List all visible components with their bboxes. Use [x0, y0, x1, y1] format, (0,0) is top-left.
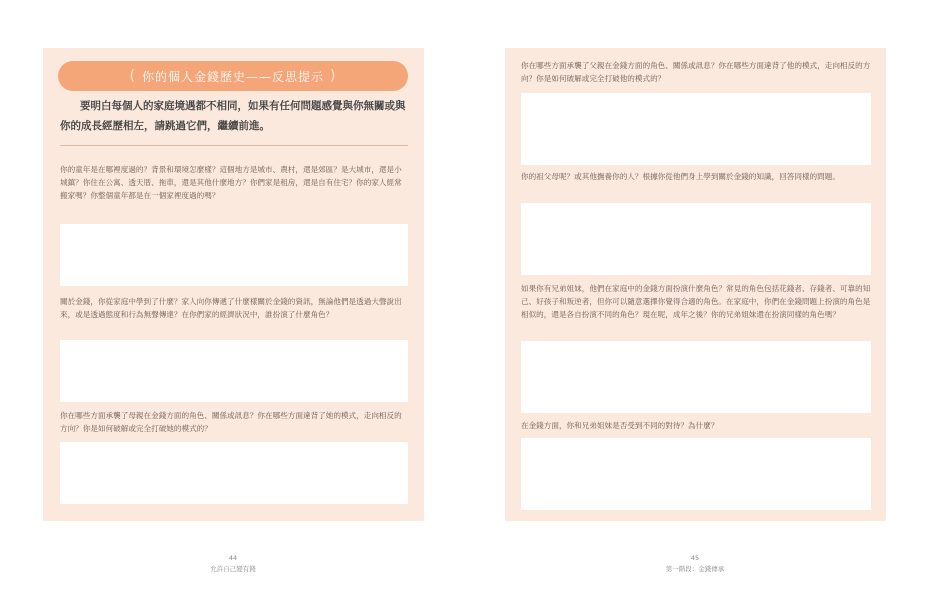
divider	[60, 145, 408, 146]
left-footer	[133, 553, 333, 575]
right-leaf-ornament: )	[330, 68, 337, 84]
question-4: 你在哪些方面承襲了父親在金錢方面的角色、關係或訊息？你在哪些方面違背了他的模式，走向相反的方向？你是如何破解或完全打破他的模式的？	[521, 61, 871, 83]
question-5: 你的祖父母呢？或其他撫養你的人？根據你從他們身上學到關於金錢的知識，回答同樣的問題。	[521, 172, 840, 181]
right-page	[505, 48, 886, 521]
left-page-number: 44	[228, 554, 238, 562]
right-page-number: 45	[690, 554, 700, 562]
left-footer-title: 允許自己變有錢	[210, 565, 256, 573]
answer-box-2[interactable]	[60, 340, 408, 402]
question-1: 你的童年是在哪裡度過的？背景和環境怎麼樣？這個地方是城市、農村，還是郊區？是大城市，還是小城鎮？你住在公寓、透天厝、拖車，還是其他什麼地方？你們家是租房，還是自有住宅？你的家人經常搬家嗎？你整個童年都是在一個家裡度過的嗎？	[60, 165, 402, 200]
intro-paragraph: 要明白每個人的家庭境遇都不相同，如果有任何問題感覺與你無關或與你的成長經歷相左，請跳過它們，繼續前進。	[60, 100, 406, 132]
answer-box-7[interactable]	[521, 438, 871, 510]
left-page	[43, 48, 424, 521]
question-3: 你在哪些方面承襲了母親在金錢方面的角色、關係或訊息？你在哪些方面違背了她的模式，走向相反的方向？你是如何破解或完全打破她的模式的？	[60, 411, 402, 433]
answer-box-4[interactable]	[521, 93, 871, 165]
answer-box-3[interactable]	[60, 442, 408, 504]
answer-box-6[interactable]	[521, 341, 871, 413]
answer-box-1[interactable]	[60, 224, 408, 286]
right-footer-title: 第一階段：金錢傳承	[665, 565, 725, 573]
question-2: 關於金錢，你從家庭中學到了什麼？家人向你傳遞了什麼樣關於金錢的資訊，無論他們是透過大聲說出來，或是透過態度和行為無聲傳達？在你們家的經濟狀況中，誰扮演了什麼角色？	[60, 297, 402, 319]
answer-box-5[interactable]	[521, 203, 871, 275]
right-footer	[595, 553, 795, 575]
left-leaf-ornament: (	[129, 68, 136, 84]
section-banner	[58, 61, 408, 91]
question-6: 如果你有兄弟姐妹，他們在家庭中的金錢方面扮演什麼角色？常見的角色包括花錢者、存錢者、可靠的知己、好孩子和叛逆者，但你可以隨意選擇你覺得合適的角色。在家庭中，你們在金錢問題上扮演的角色是相似的，還是各自扮演不同的角色？現在呢，成年之後？你的兄弟姐妹還在扮演同樣的角色嗎？	[521, 284, 871, 319]
question-7: 在金錢方面，你和兄弟姐妹是否受到不同的對待？為什麼？	[521, 421, 719, 430]
banner-title: 你的個人金錢歷史——反思提示	[141, 69, 324, 84]
